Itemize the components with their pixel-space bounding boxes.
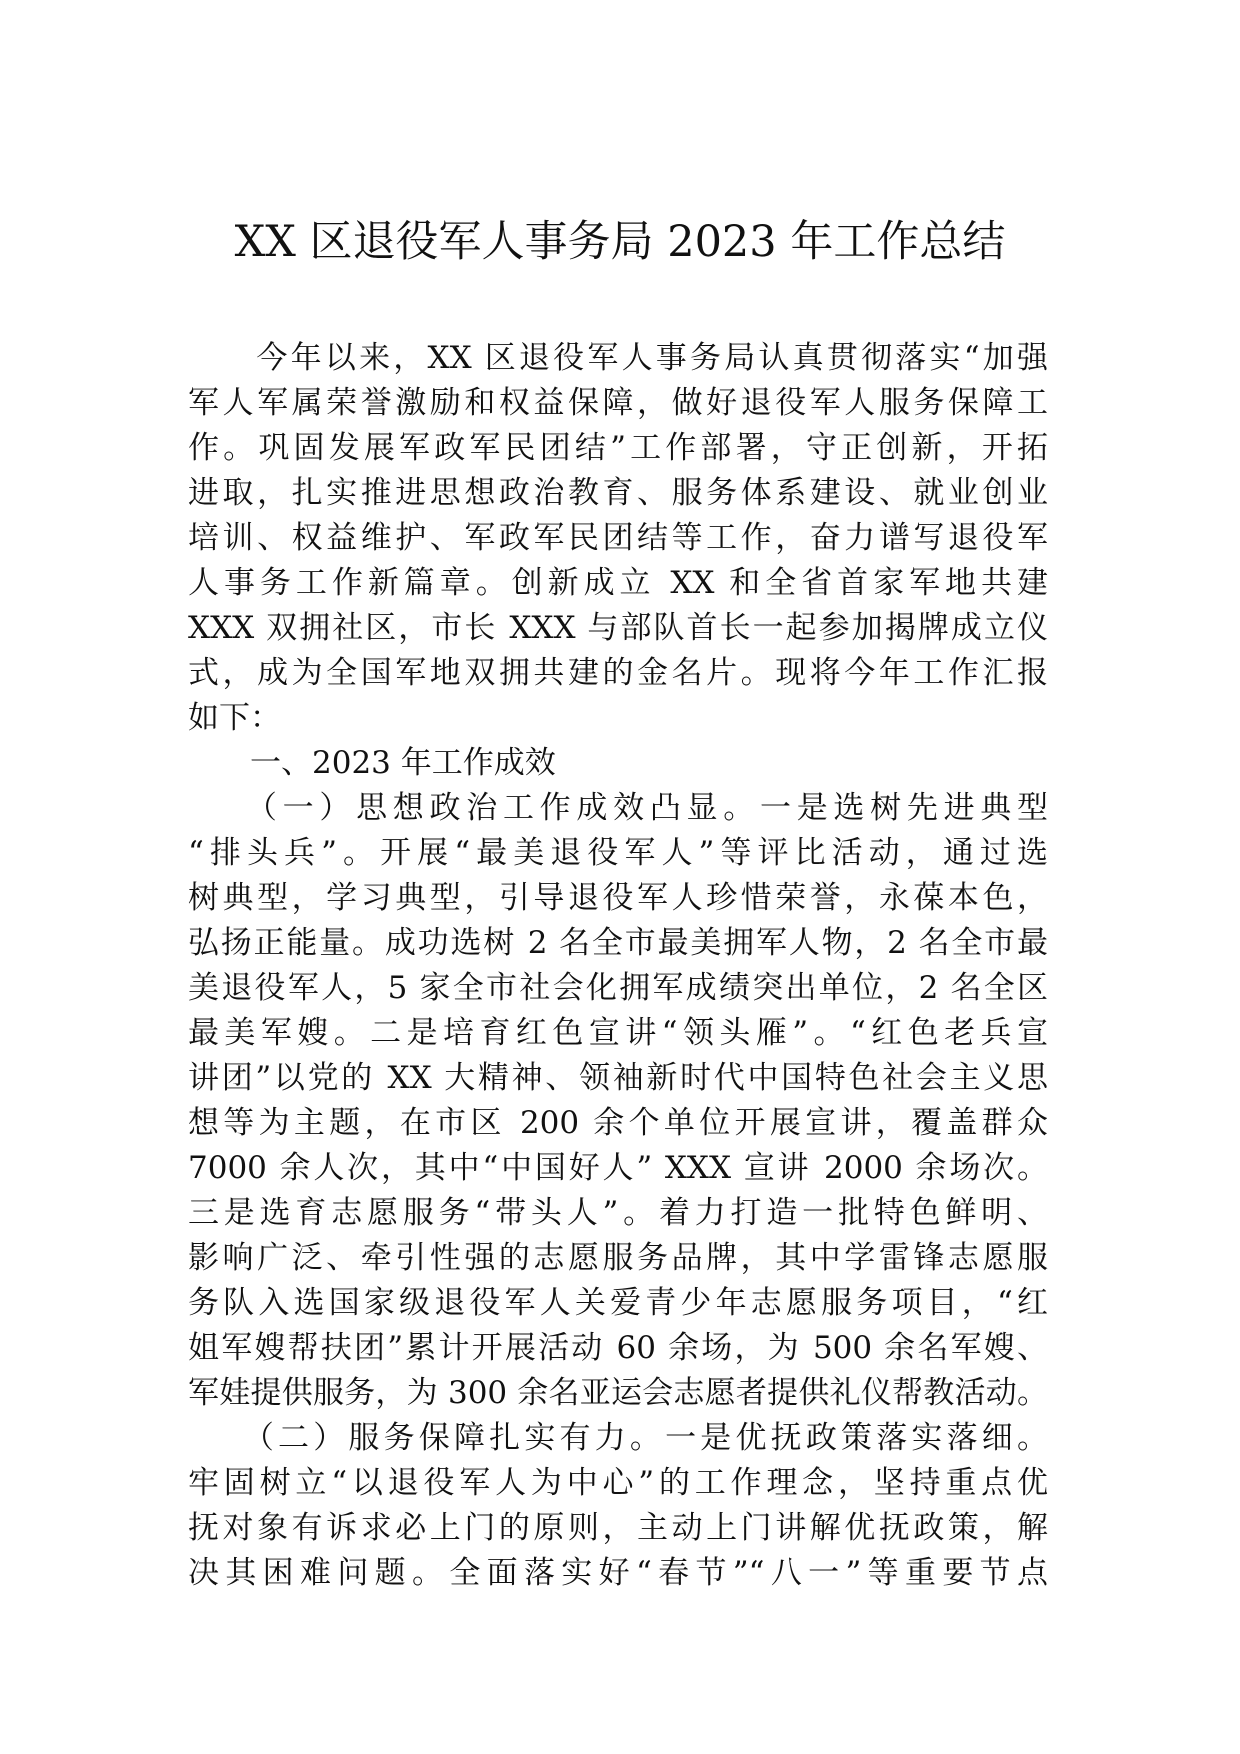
body-text-line: XXX 双拥社区，市长 XXX 与部队首长一起参加揭牌成立仪 xyxy=(188,610,1048,646)
body-text-line: 树典型，学习典型，引导退役军人珍惜荣誉，永葆本色， xyxy=(188,880,1048,916)
body-text-line: 弘扬正能量。成功选树 2 名全市最美拥军人物，2 名全市最 xyxy=(188,925,1048,961)
body-text-line: 7000 余人次，其中“中国好人” XXX 宣讲 2000 余场次。 xyxy=(188,1150,1048,1186)
body-text-line: 如下： xyxy=(188,700,281,736)
body-text-line: 影响广泛、牵引性强的志愿服务品牌，其中学雷锋志愿服 xyxy=(188,1240,1048,1276)
body-text-line: 进取，扎实推进思想政治教育、服务体系建设、就业创业 xyxy=(188,475,1048,511)
body-text-line: 三是选育志愿服务“带头人”。着力打造一批特色鲜明、 xyxy=(188,1195,1048,1231)
body-text-line: 一、2023 年工作成效 xyxy=(188,745,556,781)
body-text-line: （一）思想政治工作成效凸显。一是选树先进典型 xyxy=(188,790,1048,826)
body-text-line: 牢固树立“以退役军人为中心”的工作理念，坚持重点优 xyxy=(188,1465,1048,1501)
body-text-line: 姐军嫂帮扶团”累计开展活动 60 余场，为 500 余名军嫂、 xyxy=(188,1330,1048,1366)
body-text-line: 培训、权益维护、军政军民团结等工作，奋力谱写退役军 xyxy=(188,520,1048,556)
body-text-line: 作。巩固发展军政军民团结”工作部署，守正创新，开拓 xyxy=(188,430,1048,466)
body-text-line: 抚对象有诉求必上门的原则，主动上门讲解优抚政策，解 xyxy=(188,1510,1048,1546)
body-text-line: 决其困难问题。全面落实好“春节”“八一”等重要节点 xyxy=(188,1555,1048,1591)
body-text-line: 式，成为全国军地双拥共建的金名片。现将今年工作汇报 xyxy=(188,655,1048,691)
body-text-line: 军人军属荣誉激励和权益保障，做好退役军人服务保障工 xyxy=(188,385,1048,421)
body-text-line: （二）服务保障扎实有力。一是优抚政策落实落细。 xyxy=(188,1420,1048,1456)
document-title: XX 区退役军人事务局 2023 年工作总结 xyxy=(234,217,1006,267)
body-text-line: 务队入选国家级退役军人关爱青少年志愿服务项目，“红 xyxy=(188,1285,1048,1321)
body-text-line: 人事务工作新篇章。创新成立 XX 和全省首家军地共建 xyxy=(188,565,1048,601)
body-text-line: 今年以来，XX 区退役军人事务局认真贯彻落实“加强 xyxy=(188,340,1048,376)
body-text-line: “排头兵”。开展“最美退役军人”等评比活动，通过选 xyxy=(188,835,1048,871)
body-text-line: 讲团”以党的 XX 大精神、领袖新时代中国特色社会主义思 xyxy=(188,1060,1048,1096)
body-text-line: 军娃提供服务，为 300 余名亚运会志愿者提供礼仪帮教活动。 xyxy=(188,1375,1048,1411)
body-text-line: 美退役军人，5 家全市社会化拥军成绩突出单位，2 名全区 xyxy=(188,970,1048,1006)
document-body xyxy=(188,336,1048,1596)
body-text-line: 最美军嫂。二是培育红色宣讲“领头雁”。“红色老兵宣 xyxy=(188,1015,1048,1051)
body-text-line: 想等为主题，在市区 200 余个单位开展宣讲，覆盖群众 xyxy=(188,1105,1048,1141)
